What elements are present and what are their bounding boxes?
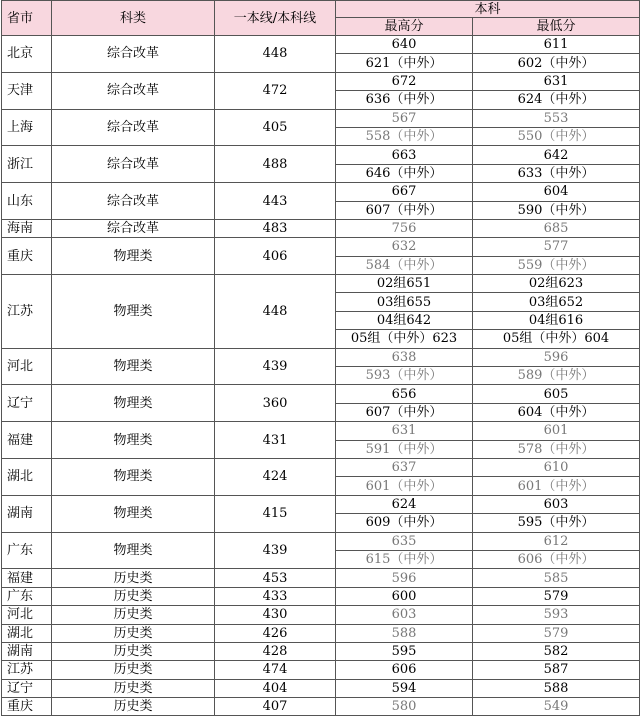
province-cell: 湖南 bbox=[2, 495, 52, 532]
max-score-cell: 607（中外） bbox=[336, 201, 473, 219]
line-score-cell: 448 bbox=[215, 275, 336, 349]
max-score-cell: 672 bbox=[336, 72, 473, 90]
category-cell: 综合改革 bbox=[52, 183, 215, 220]
category-cell: 物理类 bbox=[52, 238, 215, 275]
province-cell: 湖南 bbox=[2, 642, 52, 660]
table-row bbox=[2, 661, 640, 679]
max-score-cell: 637 bbox=[336, 458, 473, 476]
province-cell: 江苏 bbox=[2, 275, 52, 349]
category-cell: 物理类 bbox=[52, 495, 215, 532]
max-score-cell: 621（中外） bbox=[336, 54, 473, 72]
min-score-cell: 02组623 bbox=[473, 275, 640, 293]
table-row bbox=[2, 587, 640, 605]
max-score-cell: 631 bbox=[336, 422, 473, 440]
province-cell: 辽宁 bbox=[2, 679, 52, 697]
province-cell: 北京 bbox=[2, 36, 52, 73]
table-row bbox=[2, 146, 640, 164]
min-score-cell: 642 bbox=[473, 146, 640, 164]
header-max-score: 最高分 bbox=[336, 18, 473, 36]
min-score-cell: 633（中外） bbox=[473, 164, 640, 182]
min-score-cell: 602（中外） bbox=[473, 54, 640, 72]
min-score-cell: 559（中外） bbox=[473, 256, 640, 274]
min-score-cell: 604（中外） bbox=[473, 403, 640, 421]
category-cell: 物理类 bbox=[52, 385, 215, 422]
max-score-cell: 603 bbox=[336, 606, 473, 624]
line-score-cell: 428 bbox=[215, 642, 336, 660]
table-row bbox=[2, 569, 640, 587]
min-score-cell: 579 bbox=[473, 624, 640, 642]
header-province: 省市 bbox=[2, 1, 52, 36]
table-body bbox=[2, 36, 640, 716]
min-score-cell: 612 bbox=[473, 532, 640, 550]
min-score-cell: 603 bbox=[473, 495, 640, 513]
max-score-cell: 756 bbox=[336, 219, 473, 237]
max-score-cell: 596 bbox=[336, 569, 473, 587]
province-cell: 重庆 bbox=[2, 238, 52, 275]
admission-scores-table bbox=[1, 0, 640, 716]
max-score-cell: 624 bbox=[336, 495, 473, 513]
min-score-cell: 550（中外） bbox=[473, 127, 640, 145]
line-score-cell: 426 bbox=[215, 624, 336, 642]
min-score-cell: 577 bbox=[473, 238, 640, 256]
table-row bbox=[2, 183, 640, 201]
min-score-cell: 582 bbox=[473, 642, 640, 660]
province-cell: 湖北 bbox=[2, 458, 52, 495]
province-cell: 辽宁 bbox=[2, 385, 52, 422]
table-row bbox=[2, 458, 640, 476]
max-score-cell: 615（中外） bbox=[336, 550, 473, 568]
max-score-cell: 667 bbox=[336, 183, 473, 201]
min-score-cell: 610 bbox=[473, 458, 640, 476]
min-score-cell: 579 bbox=[473, 587, 640, 605]
category-cell: 综合改革 bbox=[52, 109, 215, 146]
max-score-cell: 584（中外） bbox=[336, 256, 473, 274]
category-cell: 历史类 bbox=[52, 569, 215, 587]
category-cell: 历史类 bbox=[52, 606, 215, 624]
min-score-cell: 596 bbox=[473, 348, 640, 366]
line-score-cell: 431 bbox=[215, 422, 336, 459]
line-score-cell: 433 bbox=[215, 587, 336, 605]
min-score-cell: 605 bbox=[473, 385, 640, 403]
table-row bbox=[2, 422, 640, 440]
line-score-cell: 360 bbox=[215, 385, 336, 422]
max-score-cell: 607（中外） bbox=[336, 403, 473, 421]
max-score-cell: 632 bbox=[336, 238, 473, 256]
max-score-cell: 03组655 bbox=[336, 293, 473, 311]
max-score-cell: 600 bbox=[336, 587, 473, 605]
max-score-cell: 601（中外） bbox=[336, 477, 473, 495]
category-cell: 物理类 bbox=[52, 348, 215, 385]
max-score-cell: 591（中外） bbox=[336, 440, 473, 458]
min-score-cell: 611 bbox=[473, 36, 640, 54]
line-score-cell: 474 bbox=[215, 661, 336, 679]
header-category: 科类 bbox=[52, 1, 215, 36]
province-cell: 重庆 bbox=[2, 698, 52, 716]
table-row bbox=[2, 679, 640, 697]
max-score-cell: 588 bbox=[336, 624, 473, 642]
table-row bbox=[2, 532, 640, 550]
category-cell: 综合改革 bbox=[52, 72, 215, 109]
min-score-cell: 631 bbox=[473, 72, 640, 90]
min-score-cell: 03组652 bbox=[473, 293, 640, 311]
min-score-cell: 589（中外） bbox=[473, 367, 640, 385]
table-row bbox=[2, 495, 640, 513]
table-row bbox=[2, 72, 640, 90]
table-row bbox=[2, 219, 640, 237]
province-cell: 海南 bbox=[2, 219, 52, 237]
max-score-cell: 02组651 bbox=[336, 275, 473, 293]
province-cell: 湖北 bbox=[2, 624, 52, 642]
max-score-cell: 646（中外） bbox=[336, 164, 473, 182]
line-score-cell: 443 bbox=[215, 183, 336, 220]
table-row bbox=[2, 36, 640, 54]
max-score-cell: 595 bbox=[336, 642, 473, 660]
max-score-cell: 567 bbox=[336, 109, 473, 127]
max-score-cell: 606 bbox=[336, 661, 473, 679]
min-score-cell: 604 bbox=[473, 183, 640, 201]
province-cell: 天津 bbox=[2, 72, 52, 109]
line-score-cell: 453 bbox=[215, 569, 336, 587]
max-score-cell: 609（中外） bbox=[336, 514, 473, 532]
min-score-cell: 601 bbox=[473, 422, 640, 440]
min-score-cell: 685 bbox=[473, 219, 640, 237]
max-score-cell: 594 bbox=[336, 679, 473, 697]
category-cell: 历史类 bbox=[52, 587, 215, 605]
category-cell: 物理类 bbox=[52, 422, 215, 459]
category-cell: 综合改革 bbox=[52, 36, 215, 73]
header-min-score: 最低分 bbox=[473, 18, 640, 36]
max-score-cell: 663 bbox=[336, 146, 473, 164]
category-cell: 物理类 bbox=[52, 532, 215, 569]
line-score-cell: 407 bbox=[215, 698, 336, 716]
min-score-cell: 624（中外） bbox=[473, 91, 640, 109]
province-cell: 浙江 bbox=[2, 146, 52, 183]
line-score-cell: 439 bbox=[215, 532, 336, 569]
line-score-cell: 472 bbox=[215, 72, 336, 109]
line-score-cell: 483 bbox=[215, 219, 336, 237]
max-score-cell: 558（中外） bbox=[336, 127, 473, 145]
table-row bbox=[2, 109, 640, 127]
province-cell: 上海 bbox=[2, 109, 52, 146]
line-score-cell: 488 bbox=[215, 146, 336, 183]
category-cell: 历史类 bbox=[52, 661, 215, 679]
min-score-cell: 05组（中外）604 bbox=[473, 330, 640, 348]
table-row bbox=[2, 642, 640, 660]
min-score-cell: 587 bbox=[473, 661, 640, 679]
table-row bbox=[2, 698, 640, 716]
province-cell: 山东 bbox=[2, 183, 52, 220]
min-score-cell: 593 bbox=[473, 606, 640, 624]
category-cell: 综合改革 bbox=[52, 146, 215, 183]
province-cell: 河北 bbox=[2, 606, 52, 624]
min-score-cell: 549 bbox=[473, 698, 640, 716]
max-score-cell: 640 bbox=[336, 36, 473, 54]
min-score-cell: 588 bbox=[473, 679, 640, 697]
line-score-cell: 405 bbox=[215, 109, 336, 146]
max-score-cell: 635 bbox=[336, 532, 473, 550]
province-cell: 福建 bbox=[2, 422, 52, 459]
line-score-cell: 430 bbox=[215, 606, 336, 624]
province-cell: 河北 bbox=[2, 348, 52, 385]
table-row bbox=[2, 606, 640, 624]
min-score-cell: 595（中外） bbox=[473, 514, 640, 532]
max-score-cell: 636（中外） bbox=[336, 91, 473, 109]
max-score-cell: 656 bbox=[336, 385, 473, 403]
table-row bbox=[2, 275, 640, 293]
table-row bbox=[2, 385, 640, 403]
min-score-cell: 04组616 bbox=[473, 311, 640, 329]
header-line: 一本线/本科线 bbox=[215, 1, 336, 36]
min-score-cell: 585 bbox=[473, 569, 640, 587]
line-score-cell: 404 bbox=[215, 679, 336, 697]
line-score-cell: 439 bbox=[215, 348, 336, 385]
category-cell: 历史类 bbox=[52, 642, 215, 660]
min-score-cell: 606（中外） bbox=[473, 550, 640, 568]
province-cell: 广东 bbox=[2, 532, 52, 569]
max-score-cell: 593（中外） bbox=[336, 367, 473, 385]
category-cell: 物理类 bbox=[52, 458, 215, 495]
province-cell: 江苏 bbox=[2, 661, 52, 679]
category-cell: 历史类 bbox=[52, 698, 215, 716]
category-cell: 综合改革 bbox=[52, 219, 215, 237]
category-cell: 历史类 bbox=[52, 679, 215, 697]
min-score-cell: 553 bbox=[473, 109, 640, 127]
max-score-cell: 580 bbox=[336, 698, 473, 716]
max-score-cell: 638 bbox=[336, 348, 473, 366]
line-score-cell: 448 bbox=[215, 36, 336, 73]
min-score-cell: 590（中外） bbox=[473, 201, 640, 219]
max-score-cell: 05组（中外）623 bbox=[336, 330, 473, 348]
table-row bbox=[2, 624, 640, 642]
min-score-cell: 601（中外） bbox=[473, 477, 640, 495]
line-score-cell: 415 bbox=[215, 495, 336, 532]
table-row bbox=[2, 348, 640, 366]
header-undergrad: 本科 bbox=[336, 1, 640, 18]
province-cell: 福建 bbox=[2, 569, 52, 587]
min-score-cell: 578（中外） bbox=[473, 440, 640, 458]
max-score-cell: 04组642 bbox=[336, 311, 473, 329]
category-cell: 物理类 bbox=[52, 275, 215, 349]
line-score-cell: 406 bbox=[215, 238, 336, 275]
province-cell: 广东 bbox=[2, 587, 52, 605]
table-row bbox=[2, 238, 640, 256]
line-score-cell: 424 bbox=[215, 458, 336, 495]
table-header bbox=[2, 1, 640, 36]
category-cell: 历史类 bbox=[52, 624, 215, 642]
